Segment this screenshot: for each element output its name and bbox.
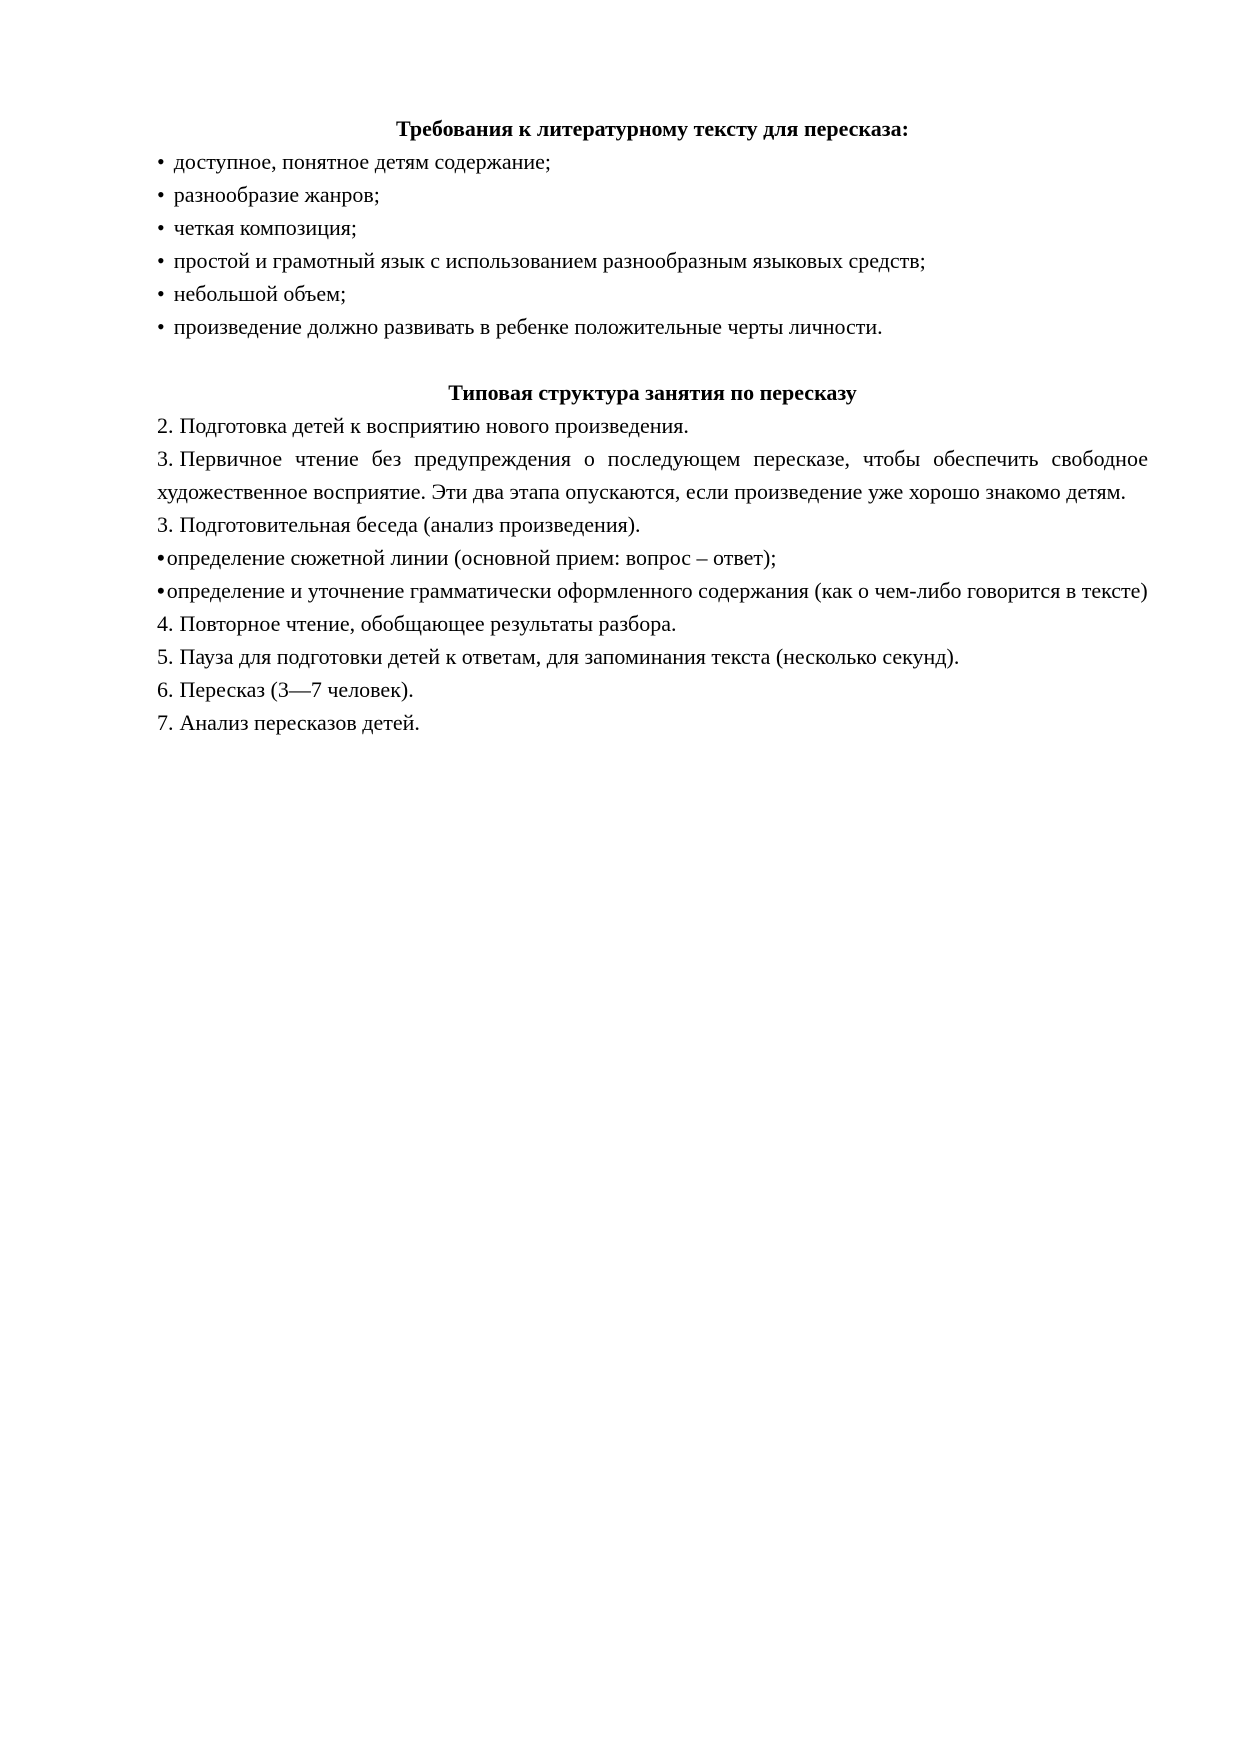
list-item-text: четкая композиция; — [173, 215, 357, 240]
section-heading-structure: Типовая структура занятия по пересказу — [448, 380, 857, 405]
item-number: 5. — [157, 644, 174, 669]
list-item — [157, 310, 1148, 343]
list-item-text: Подготовка детей к восприятию нового произведения. — [179, 413, 689, 438]
item-number: 2. — [157, 413, 174, 438]
list-item — [157, 607, 1148, 640]
list-item-text: произведение должно развивать в ребенке положительные черты личности. — [173, 314, 883, 339]
list-item-text: Пересказ (3—7 человек). — [179, 677, 414, 702]
bullet-icon: • — [157, 281, 165, 306]
item-number: 3. — [157, 512, 174, 537]
list-item — [157, 574, 1148, 607]
bullet-icon: • — [157, 314, 165, 339]
list-item — [157, 178, 1148, 211]
list-item — [157, 244, 1148, 277]
bullet-icon: • — [157, 578, 165, 603]
list-item — [157, 640, 1148, 673]
list-item-text: определение сюжетной линии (основной прием: вопрос – ответ); — [166, 545, 777, 570]
list-item-text: разнообразие жанров; — [173, 182, 380, 207]
list-item — [157, 673, 1148, 706]
list-item-text: Анализ пересказов детей. — [179, 710, 420, 735]
list-item-text: Первичное чтение без предупреждения о последующем пересказе, чтобы обеспечить свободное художественное восприятие. Эти два этапа опускаются, если произведение уже хорошо знакомо детям. — [157, 446, 1148, 504]
item-number: 4. — [157, 611, 174, 636]
list-item-text: доступное, понятное детям содержание; — [173, 149, 552, 174]
bullet-icon: • — [157, 545, 165, 570]
list-item-text: Подготовительная беседа (анализ произведения). — [179, 512, 641, 537]
item-number: 6. — [157, 677, 174, 702]
section-heading-requirements: Требования к литературному тексту для пересказа: — [396, 116, 909, 141]
list-item — [157, 541, 1148, 574]
list-item — [157, 211, 1148, 244]
list-item — [157, 706, 1148, 739]
list-item-text: небольшой объем; — [173, 281, 347, 306]
item-number: 3. — [157, 446, 174, 471]
list-item-text: определение и уточнение грамматически оформленного содержания (как о чем-либо говорится в тексте) — [166, 578, 1148, 603]
item-number: 7. — [157, 710, 174, 735]
bullet-icon: • — [157, 182, 165, 207]
bullet-icon: • — [157, 149, 165, 174]
bullet-icon: • — [157, 248, 165, 273]
list-item — [157, 409, 1148, 442]
list-item — [157, 508, 1148, 541]
list-item — [157, 442, 1148, 508]
list-item-text: простой и грамотный язык с использованием разнообразным языковых средств; — [173, 248, 926, 273]
list-item-text: Повторное чтение, обобщающее результаты разбора. — [179, 611, 677, 636]
list-item — [157, 277, 1148, 310]
list-item-text: Пауза для подготовки детей к ответам, для запоминания текста (несколько секунд). — [179, 644, 960, 669]
list-item — [157, 145, 1148, 178]
bullet-icon: • — [157, 215, 165, 240]
